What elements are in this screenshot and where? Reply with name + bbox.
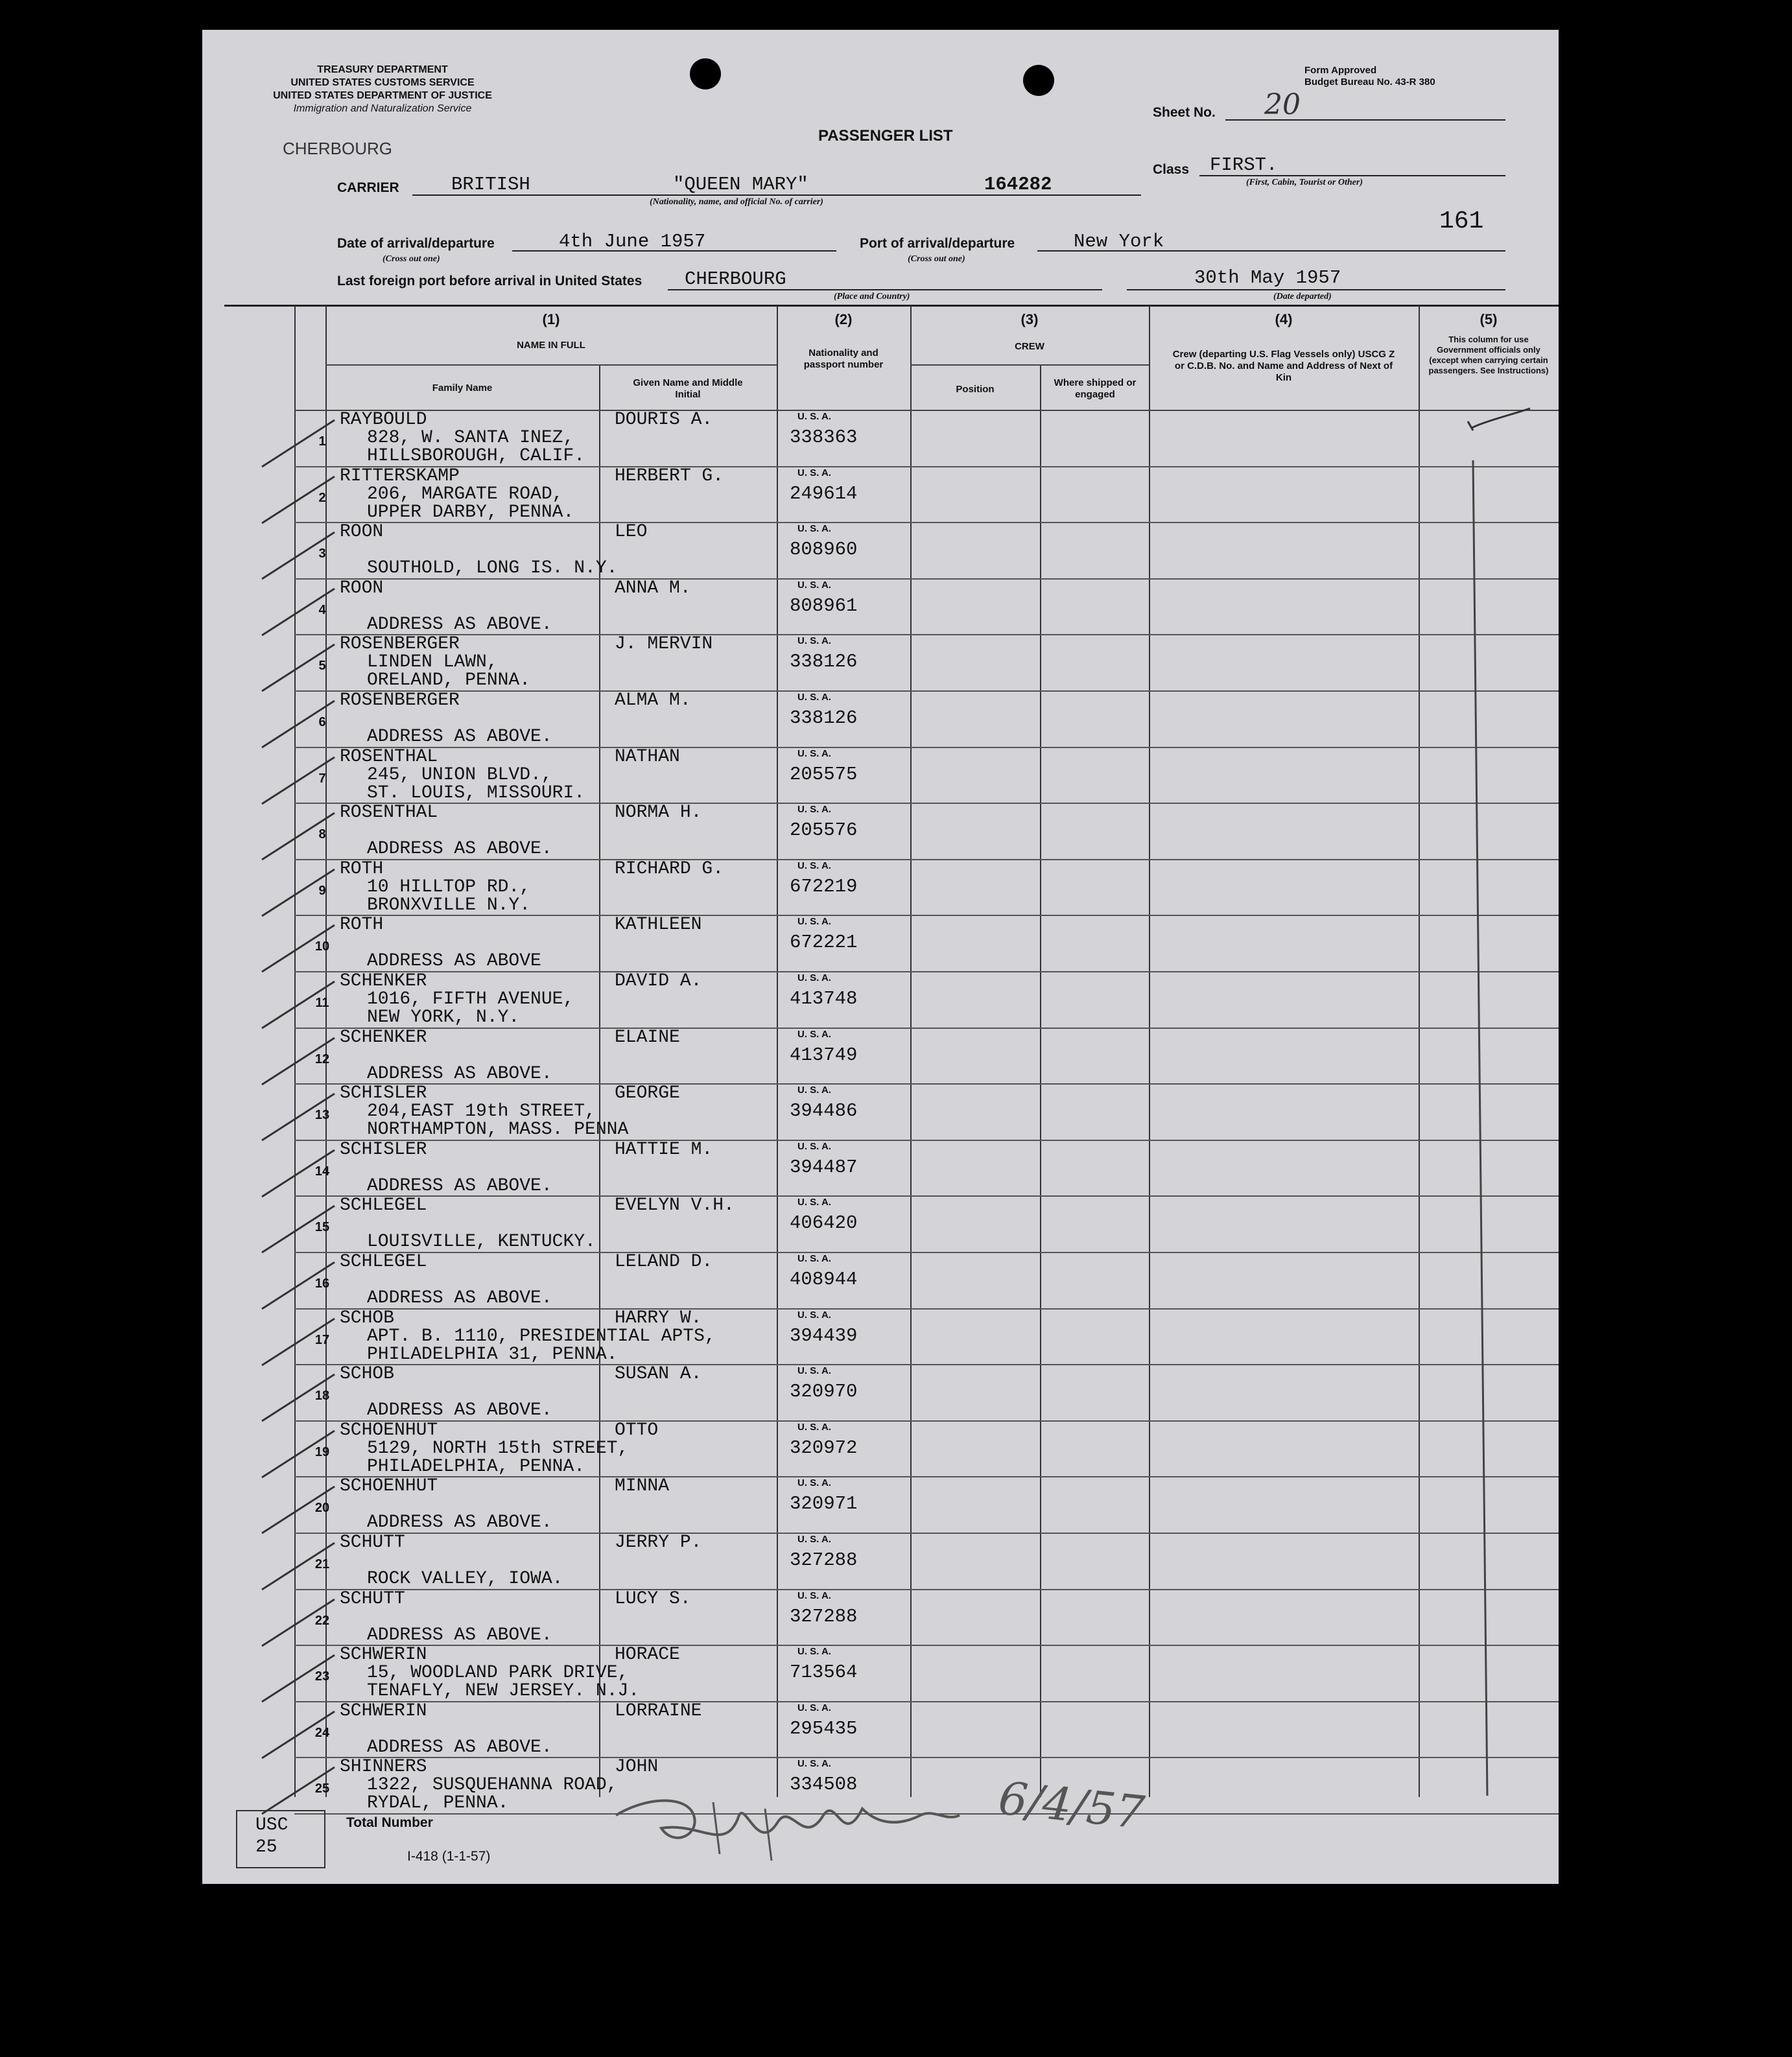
given-name: ANNA M. <box>615 578 691 598</box>
row-number: 22 <box>314 1613 330 1628</box>
col-1-title: NAME IN FULL <box>517 340 585 351</box>
nationality: U. S. A. <box>797 804 831 816</box>
date-departed: 30th May 1957 <box>1194 267 1341 288</box>
given-name: OTTO <box>615 1420 659 1440</box>
torn-corner <box>1511 13 1582 71</box>
family-name: SCHOENHUT <box>340 1476 438 1497</box>
last-port-value: CHERBOURG <box>685 268 786 290</box>
nationality: U. S. A. <box>797 411 831 422</box>
passport-number: 713564 <box>790 1662 858 1684</box>
check-tick <box>257 1536 386 1595</box>
passport-number: 327288 <box>790 1549 858 1571</box>
col-3-4-divider <box>1149 306 1150 1797</box>
position-header: Position <box>956 384 995 395</box>
address-line-2: ORELAND, PENNA. <box>367 670 531 691</box>
class-label: Class <box>1153 162 1190 177</box>
check-tick <box>257 1480 386 1538</box>
address-line-1: 10 HILLTOP RD., <box>367 876 531 897</box>
row-number: 21 <box>314 1557 330 1571</box>
row-number: 1 <box>318 434 326 449</box>
budget-bureau-text: Budget Bureau No. 43-R 380 <box>1304 76 1435 88</box>
address-line-2: RYDAL, PENNA. <box>367 1793 509 1814</box>
given-name: LELAND D. <box>615 1252 713 1272</box>
carrier-label: CARRIER <box>337 180 399 195</box>
check-tick <box>257 975 386 1033</box>
given-name: SUSAN A. <box>615 1364 702 1385</box>
address-line-1: 1322, SUSQUEHANNA ROAD, <box>367 1775 618 1796</box>
signature-date: 6/4/57 <box>996 1771 1147 1840</box>
given-name: LEO <box>615 522 648 543</box>
nationality: U. S. A. <box>797 523 831 535</box>
nationality: U. S. A. <box>797 1365 831 1377</box>
address-line-2: ADDRESS AS ABOVE. <box>367 1063 552 1084</box>
address-line-2: ADDRESS AS ABOVE. <box>367 1512 552 1533</box>
nationality: U. S. A. <box>797 1197 831 1208</box>
given-name: NORMA H. <box>615 803 702 823</box>
header-subdivider-3 <box>910 364 1149 366</box>
given-name: DOURIS A. <box>615 410 713 430</box>
col-3-number: (3) <box>1020 311 1039 327</box>
row-number: 3 <box>318 547 326 561</box>
family-name: RITTERSKAMP <box>340 465 460 486</box>
address-line-2: SOUTHOLD, LONG IS. N.Y. <box>367 558 618 579</box>
address-line-2: ADDRESS AS ABOVE <box>367 951 541 972</box>
address-line-2: ADDRESS AS ABOVE. <box>367 1175 552 1196</box>
address-line-2: UPPER DARBY, PENNA. <box>367 502 574 523</box>
address-line-2: LOUISVILLE, KENTUCKY. <box>367 1232 596 1252</box>
family-name: ROSENTHAL <box>340 746 438 767</box>
passport-number: 394486 <box>790 1100 858 1122</box>
nationality: U. S. A. <box>797 1140 831 1152</box>
given-name: MINNA <box>615 1476 670 1497</box>
passport-number: 408944 <box>790 1269 858 1290</box>
family-name: SCHISLER <box>340 1083 427 1104</box>
address-line-2: ADDRESS AS ABOVE. <box>367 614 552 635</box>
row-number: 19 <box>314 1444 330 1459</box>
port-value: New York <box>1074 231 1164 252</box>
passport-number: 338126 <box>790 707 858 729</box>
given-name-header: Given Name and Middle Initial <box>633 377 743 400</box>
family-name: ROSENBERGER <box>340 634 460 655</box>
check-tick <box>257 1256 386 1314</box>
usc-label: USC <box>255 1815 289 1835</box>
given-name: DAVID A. <box>615 971 702 991</box>
agency-line-4: Immigration and Naturalization Service <box>293 103 472 114</box>
address-line-1: 5129, NORTH 15th STREET, <box>367 1438 629 1459</box>
passport-number: 249614 <box>790 482 858 504</box>
passport-number: 295435 <box>790 1717 858 1739</box>
check-tick <box>257 1368 386 1426</box>
class-value: FIRST. <box>1210 154 1278 176</box>
given-name: GEORGE <box>615 1083 680 1104</box>
col-5-title: This column for use Government officials only (except when carrying certain passengers. See Instructions) <box>1428 335 1549 375</box>
address-line-2: ADDRESS AS ABOVE. <box>367 839 552 860</box>
address-line-1: 206, MARGATE ROAD, <box>367 484 563 504</box>
header-bottom-border <box>294 410 1559 411</box>
family-name: SCHOB <box>340 1364 395 1385</box>
col-2-number: (2) <box>834 311 853 327</box>
given-name: LORRAINE <box>615 1700 702 1721</box>
sheet-label: Sheet No. <box>1153 105 1216 120</box>
nationality: U. S. A. <box>797 1534 831 1545</box>
row-number: 4 <box>318 602 326 617</box>
nationality: U. S. A. <box>797 1702 831 1713</box>
given-name: ALMA M. <box>615 690 691 711</box>
nationality: U. S. A. <box>797 1253 831 1264</box>
date-departed-line <box>1127 289 1505 290</box>
col-4-title: Crew (departing U.S. Flag Vessels only) USCG Z or C.D.B. No. and Name and Address of Next of Kin <box>1172 349 1395 383</box>
class-caption: (First, Cabin, Tourist or Other) <box>1246 178 1363 187</box>
row-number: 12 <box>314 1052 330 1066</box>
family-name: ROSENBERGER <box>340 690 460 711</box>
nationality: U. S. A. <box>797 972 831 983</box>
passport-number: 413748 <box>790 988 858 1009</box>
passport-number: 338126 <box>790 651 858 673</box>
nationality: U. S. A. <box>797 692 831 703</box>
nationality: U. S. A. <box>797 1421 831 1433</box>
nationality: U. S. A. <box>797 1646 831 1658</box>
agency-line-1: TREASURY DEPARTMENT <box>317 64 448 75</box>
check-tick <box>257 526 386 584</box>
col-4-number: (4) <box>1275 311 1293 327</box>
row-number: 16 <box>314 1276 330 1291</box>
row-number: 14 <box>314 1164 330 1179</box>
page-number: 161 <box>1439 207 1484 235</box>
address-line-1: 828, W. SANTA INEZ, <box>367 428 574 448</box>
passport-number: 394487 <box>790 1156 858 1178</box>
nationality: U. S. A. <box>797 1309 831 1321</box>
given-name: HATTIE M. <box>615 1139 713 1160</box>
form-approved <box>1304 65 1435 88</box>
row-number: 15 <box>314 1220 330 1235</box>
given-name: NATHAN <box>615 746 680 767</box>
family-name: RAYBOULD <box>340 410 427 430</box>
family-name: ROON <box>340 578 384 598</box>
date-cross-out-caption: (Cross out one) <box>383 254 440 264</box>
family-name: SCHOB <box>340 1308 395 1328</box>
address-line-2: PHILADELPHIA 31, PENNA. <box>367 1344 618 1365</box>
family-name: SCHISLER <box>340 1139 427 1160</box>
family-name: SCHENKER <box>340 971 427 991</box>
given-name: LUCY S. <box>615 1588 691 1609</box>
family-name-header: Family Name <box>432 382 493 394</box>
col-4-5-divider <box>1419 306 1420 1797</box>
row-number: 11 <box>315 996 329 1010</box>
given-name: JERRY P. <box>615 1533 702 1553</box>
family-name: SHINNERS <box>340 1757 427 1778</box>
address-line-1: 204,EAST 19th STREET, <box>367 1101 596 1122</box>
address-line-2: NEW YORK, N.Y. <box>367 1007 520 1028</box>
nationality: U. S. A. <box>797 916 831 928</box>
carrier-caption: (Nationality, name, and official No. of carrier) <box>650 197 823 207</box>
col-5-number: (5) <box>1480 311 1498 327</box>
check-tick <box>257 863 386 921</box>
family-name: ROSENTHAL <box>340 803 438 823</box>
form-number: I-418 (1-1-57) <box>407 1849 491 1864</box>
nationality: U. S. A. <box>797 747 831 759</box>
col-2-3-divider <box>910 306 912 1797</box>
address-line-1: LINDEN LAWN, <box>367 652 498 673</box>
port-cross-out-caption: (Cross out one) <box>908 254 965 264</box>
row-number: 9 <box>318 883 326 898</box>
carrier-official-no: 164282 <box>984 174 1052 195</box>
row-number: 17 <box>314 1332 330 1347</box>
check-tick <box>257 1312 386 1370</box>
check-tick <box>257 1087 386 1146</box>
row-number: 13 <box>314 1108 330 1123</box>
check-tick <box>257 1144 386 1202</box>
check-tick <box>257 1649 386 1707</box>
col-1-2-divider <box>777 306 778 1797</box>
address-line-2: ST. LOUIS, MISSOURI. <box>367 782 585 803</box>
nationality: U. S. A. <box>797 1758 831 1770</box>
where-shipped-header: Where shipped or engaged <box>1054 377 1137 400</box>
agency-line-2: UNITED STATES CUSTOMS SERVICE <box>290 77 475 88</box>
col-2-title: Nationality and passport number <box>803 347 884 370</box>
check-tick <box>257 806 386 865</box>
passport-number: 394439 <box>790 1324 858 1346</box>
port-stamp: CHERBOURG <box>283 139 393 158</box>
table-top-border <box>224 305 1559 307</box>
check-tick <box>257 414 386 472</box>
agency-line-3: UNITED STATES DEPARTMENT OF JUSTICE <box>273 90 492 101</box>
header-subdivider-1 <box>325 364 777 366</box>
given-name: KATHLEEN <box>615 915 702 935</box>
address-line-2: HILLSBOROUGH, CALIF. <box>367 446 585 466</box>
usc-count: 25 <box>255 1837 277 1857</box>
given-name: ELAINE <box>615 1027 680 1048</box>
form-approved-text: Form Approved <box>1304 65 1377 76</box>
row-number: 20 <box>314 1501 330 1516</box>
row-number: 6 <box>318 715 326 729</box>
check-tick <box>257 919 386 977</box>
nationality: U. S. A. <box>797 1085 831 1096</box>
address-line-2: BRONXVILLE N.Y. <box>367 895 531 915</box>
check-tick <box>257 470 386 528</box>
address-line-1: 15, WOODLAND PARK DRIVE, <box>367 1663 629 1684</box>
address-line-2: ADDRESS AS ABOVE. <box>367 1737 552 1757</box>
row-number: 2 <box>318 490 326 505</box>
given-name: J. MERVIN <box>615 634 713 655</box>
address-line-2: ADDRESS AS ABOVE. <box>367 1288 552 1308</box>
nationality: U. S. A. <box>797 1590 831 1601</box>
family-name: SCHWERIN <box>340 1700 427 1721</box>
date-departed-caption: (Date departed) <box>1273 292 1332 301</box>
family-name: ROTH <box>340 915 384 935</box>
address-line-2: ADDRESS AS ABOVE. <box>367 1400 552 1421</box>
total-number-label: Total Number <box>346 1815 433 1830</box>
family-name: SCHWERIN <box>340 1645 427 1665</box>
port-label: Port of arrival/departure <box>860 236 1015 251</box>
punch-hole-right <box>1023 65 1054 96</box>
check-tick <box>257 694 386 753</box>
family-name: SCHLEGEL <box>340 1195 427 1216</box>
col-3-title: CREW <box>1015 341 1044 352</box>
given-name: HARRY W. <box>615 1308 702 1328</box>
passport-number: 327288 <box>790 1605 858 1627</box>
family-name: SCHOENHUT <box>340 1420 438 1440</box>
check-tick <box>257 1424 386 1483</box>
check-tick <box>257 638 386 696</box>
passport-number: 413749 <box>790 1044 858 1066</box>
check-tick <box>257 1705 386 1763</box>
passport-number: 672219 <box>790 875 858 897</box>
nationality: U. S. A. <box>797 1028 831 1040</box>
check-tick <box>257 1593 386 1651</box>
check-tick <box>257 1199 386 1258</box>
passport-number: 320971 <box>790 1493 858 1515</box>
passport-number: 406420 <box>790 1212 858 1234</box>
row-number: 23 <box>314 1669 330 1684</box>
address-line-2: ADDRESS AS ABOVE. <box>367 727 552 747</box>
page-title: PASSENGER LIST <box>818 127 953 145</box>
address-line-1: 245, UNION BLVD., <box>367 764 552 785</box>
passport-number: 808961 <box>790 594 858 617</box>
given-name: HORACE <box>615 1645 680 1665</box>
carrier-nationality: BRITISH <box>451 174 530 195</box>
given-name: EVELYN V.H. <box>615 1195 735 1216</box>
punch-hole-left <box>690 58 721 89</box>
given-name: JOHN <box>615 1757 659 1778</box>
passport-number: 320970 <box>790 1381 858 1403</box>
address-line-2: NORTHAMPTON, MASS. PENNA <box>367 1120 629 1140</box>
check-mark-column <box>1459 402 1537 1802</box>
address-line-2: ROCK VALLEY, IOWA. <box>367 1569 563 1589</box>
family-name: ROTH <box>340 858 384 879</box>
row-number: 10 <box>314 939 330 954</box>
nationality: U. S. A. <box>797 467 831 478</box>
address-line-1: APT. B. 1110, PRESIDENTIAL APTS, <box>367 1326 716 1346</box>
usc-box <box>236 1810 325 1868</box>
address-line-2: ADDRESS AS ABOVE. <box>367 1625 552 1645</box>
arrival-date: 4th June 1957 <box>559 231 706 252</box>
row-number: 24 <box>314 1725 330 1740</box>
passport-number: 334508 <box>790 1774 858 1796</box>
sheet-number: 20 <box>1264 88 1301 121</box>
given-name: HERBERT G. <box>615 465 724 486</box>
date-label: Date of arrival/departure <box>337 236 495 251</box>
passport-number: 320972 <box>790 1437 858 1459</box>
given-name: RICHARD G. <box>615 858 724 879</box>
check-tick <box>257 751 386 809</box>
check-tick <box>257 582 386 641</box>
carrier-name: "QUEEN MARY" <box>673 174 808 195</box>
agency-block <box>240 64 525 115</box>
nationality: U. S. A. <box>797 1477 831 1489</box>
row-number: 7 <box>318 771 326 786</box>
place-caption: (Place and Country) <box>834 292 910 301</box>
passport-number: 338363 <box>790 427 858 448</box>
row-number: 25 <box>314 1781 330 1796</box>
address-line-1: 1016, FIFTH AVENUE, <box>367 989 574 1009</box>
address-line-2: PHILADELPHIA, PENNA. <box>367 1456 585 1477</box>
family-name: ROON <box>340 522 384 543</box>
passport-number: 672221 <box>790 932 858 954</box>
family-name: SCHUTT <box>340 1533 405 1553</box>
last-port-label: Last foreign port before arrival in United States <box>337 274 643 288</box>
family-name: SCHLEGEL <box>340 1252 427 1272</box>
nationality: U. S. A. <box>797 635 831 647</box>
family-name: SCHENKER <box>340 1027 427 1048</box>
row-number: 5 <box>318 659 326 674</box>
address-line-2: TENAFLY, NEW JERSEY. N.J. <box>367 1681 640 1702</box>
row-number: 18 <box>314 1389 330 1404</box>
col-1-number: (1) <box>542 311 560 327</box>
nationality: U. S. A. <box>797 579 831 591</box>
passport-number: 205575 <box>790 763 858 785</box>
check-tick <box>257 1031 386 1090</box>
nationality: U. S. A. <box>797 860 831 871</box>
family-name: SCHUTT <box>340 1588 405 1609</box>
row-number: 8 <box>318 827 326 842</box>
passport-number: 205576 <box>790 819 858 841</box>
passport-number: 808960 <box>790 539 858 561</box>
